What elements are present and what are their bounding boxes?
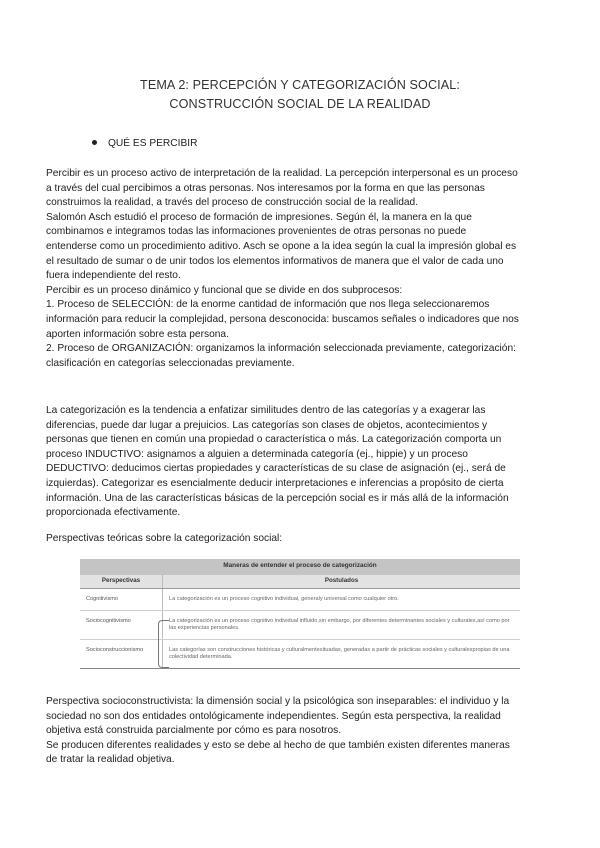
paragraph-socioconstructivism	[46, 695, 558, 768]
text-line: La categorización es la tendencia a enfatizar similitudes dentro de las categorías y a exagerar las	[46, 405, 486, 416]
bullet-icon	[92, 140, 97, 145]
text-line: construimos la realidad, a través del proceso de construcción social de la realidad.	[46, 197, 419, 209]
text-line: 2. Proceso de ORGANIZACIÓN: organizamos la información seleccionada previamente, categorización:	[46, 343, 516, 355]
table-cell-postulate	[163, 610, 521, 639]
paragraph-categorization	[46, 404, 558, 521]
text-line: objetiva está construida parcialmente por cómo es para nosotros.	[46, 725, 342, 737]
table-cell-perspective: Socioconstruccionismo	[80, 639, 163, 668]
text-line: así como por las experiencias personales.	[169, 617, 510, 632]
text-line: diferencias, puede dar lugar a prejuicios. Las categorías son clases de objetos, acontecimientos y	[46, 419, 488, 431]
text-line: aporten información sobre esta persona.	[46, 328, 229, 340]
text-line: situadas, generadas a partir de prácticas sociales y culturales	[319, 646, 473, 653]
text-line: Las categorías son construcciones históricas y culturalmente	[169, 646, 320, 653]
text-line: proceso INDUCTIVO: asignamos a alguien a determinada categoría (ej., hippie) y un proceso	[46, 448, 468, 460]
text-line: combinamos e integramos todas las informaciones provenientes de otras personas no puede	[46, 226, 467, 238]
text-line: 1. Proceso de SELECCIÓN: de la enorme cantidad de información que nos llega seleccionaremos	[46, 299, 490, 311]
table-row	[80, 639, 520, 668]
paragraph-perception	[46, 167, 558, 371]
text-line: a través del cual percibimos a otras personas. Nos interesamos por la forma en que las personas	[46, 182, 485, 194]
table-intro: Perspectivas teóricas sobre la categorización social:	[46, 533, 283, 544]
table-row	[80, 610, 520, 639]
table-cell-perspective: Sociocognitivismo	[80, 610, 163, 639]
table-header-postulates: Postulados	[163, 575, 521, 589]
text-line: propias de una colectividad determinada.	[169, 646, 510, 661]
handwritten-bracket-mark	[158, 620, 169, 668]
text-line: clasificación en categorías seleccionadas previamente.	[46, 357, 295, 369]
title-line-1: TEMA 2: PERCEPCIÓN Y CATEGORIZACIÓN SOCIAL:	[140, 78, 460, 92]
text-line: Percibir es un proceso dinámico y funcional que se divide en dos subprocesos:	[46, 284, 403, 296]
text-line: La categorización es un proceso cognitivo individual influido,	[169, 617, 319, 624]
text-line: personas que tienen en común una propiedad o característica o más. La categorización comporta un	[46, 434, 502, 446]
text-line: sociedad no son dos entidades ontológicamente independientes. Según esta perspectiva, la realidad	[46, 710, 501, 722]
text-line: de tratar la realidad objetiva.	[46, 754, 175, 766]
document-title	[60, 76, 540, 114]
text-line: entenderse como un procedimiento aditivo. Asch se opone a la idea según la cual la impresión global es	[46, 240, 517, 252]
perspectives-table	[80, 559, 520, 669]
text-line: información. Una de las características básicas de la percepción social es ir más allá de la información	[46, 492, 509, 504]
section-heading-text: QUÉ ES PERCIBIR	[108, 138, 198, 149]
table-cell-postulate	[163, 589, 521, 611]
text-line: Se producen diferentes realidades y esto se debe al hecho de que también existen diferentes maneras	[46, 739, 510, 751]
text-line: La categorización es un proceso cognitivo individual, general	[169, 596, 320, 602]
text-line: información para reducir la complejidad, persona desconocida: buscamos señales o indicadores que nos	[46, 313, 519, 325]
table-row	[80, 589, 520, 611]
text-line: izquierdas). Categorizar es esencialmente deducir interpretaciones e inferencias a propósito de cierta	[46, 477, 504, 489]
section-heading	[92, 138, 197, 149]
text-line: DEDUCTIVO: deducimos ciertas propiedades y características de su clase de asignación (ej., será de	[46, 463, 506, 475]
title-line-2: CONSTRUCCIÓN SOCIAL DE LA REALIDAD	[169, 97, 431, 111]
table-cell-perspective: Cognitivismo	[80, 589, 163, 611]
text-line: Percibir es un proceso activo de interpretación de la realidad. La percepción interpersonal es un proceso	[46, 168, 518, 179]
text-line: fuera independiente del resto.	[46, 270, 181, 282]
text-line: el resultado de sumar o de unir todos los elementos informativos de manera que el valor de cada uno	[46, 255, 504, 267]
table-caption: Maneras de entender el proceso de categorización	[80, 559, 520, 575]
text-line: sin embargo, por diferentes determinantes sociales y culturales,	[318, 617, 478, 624]
text-line: Perspectiva socioconstructivista: la dimensión social y la psicológica son inseparables: el individuo y la	[46, 696, 510, 707]
text-line: Salomón Asch estudió el proceso de formación de impresiones. Según él, la manera en la que	[46, 211, 472, 223]
text-line: y universal como cualquier otro.	[319, 596, 399, 602]
table-cell-postulate	[163, 639, 521, 668]
table-header-perspectives: Perspectivas	[80, 575, 163, 589]
text-line: proporcionada efectivamente.	[46, 507, 181, 519]
